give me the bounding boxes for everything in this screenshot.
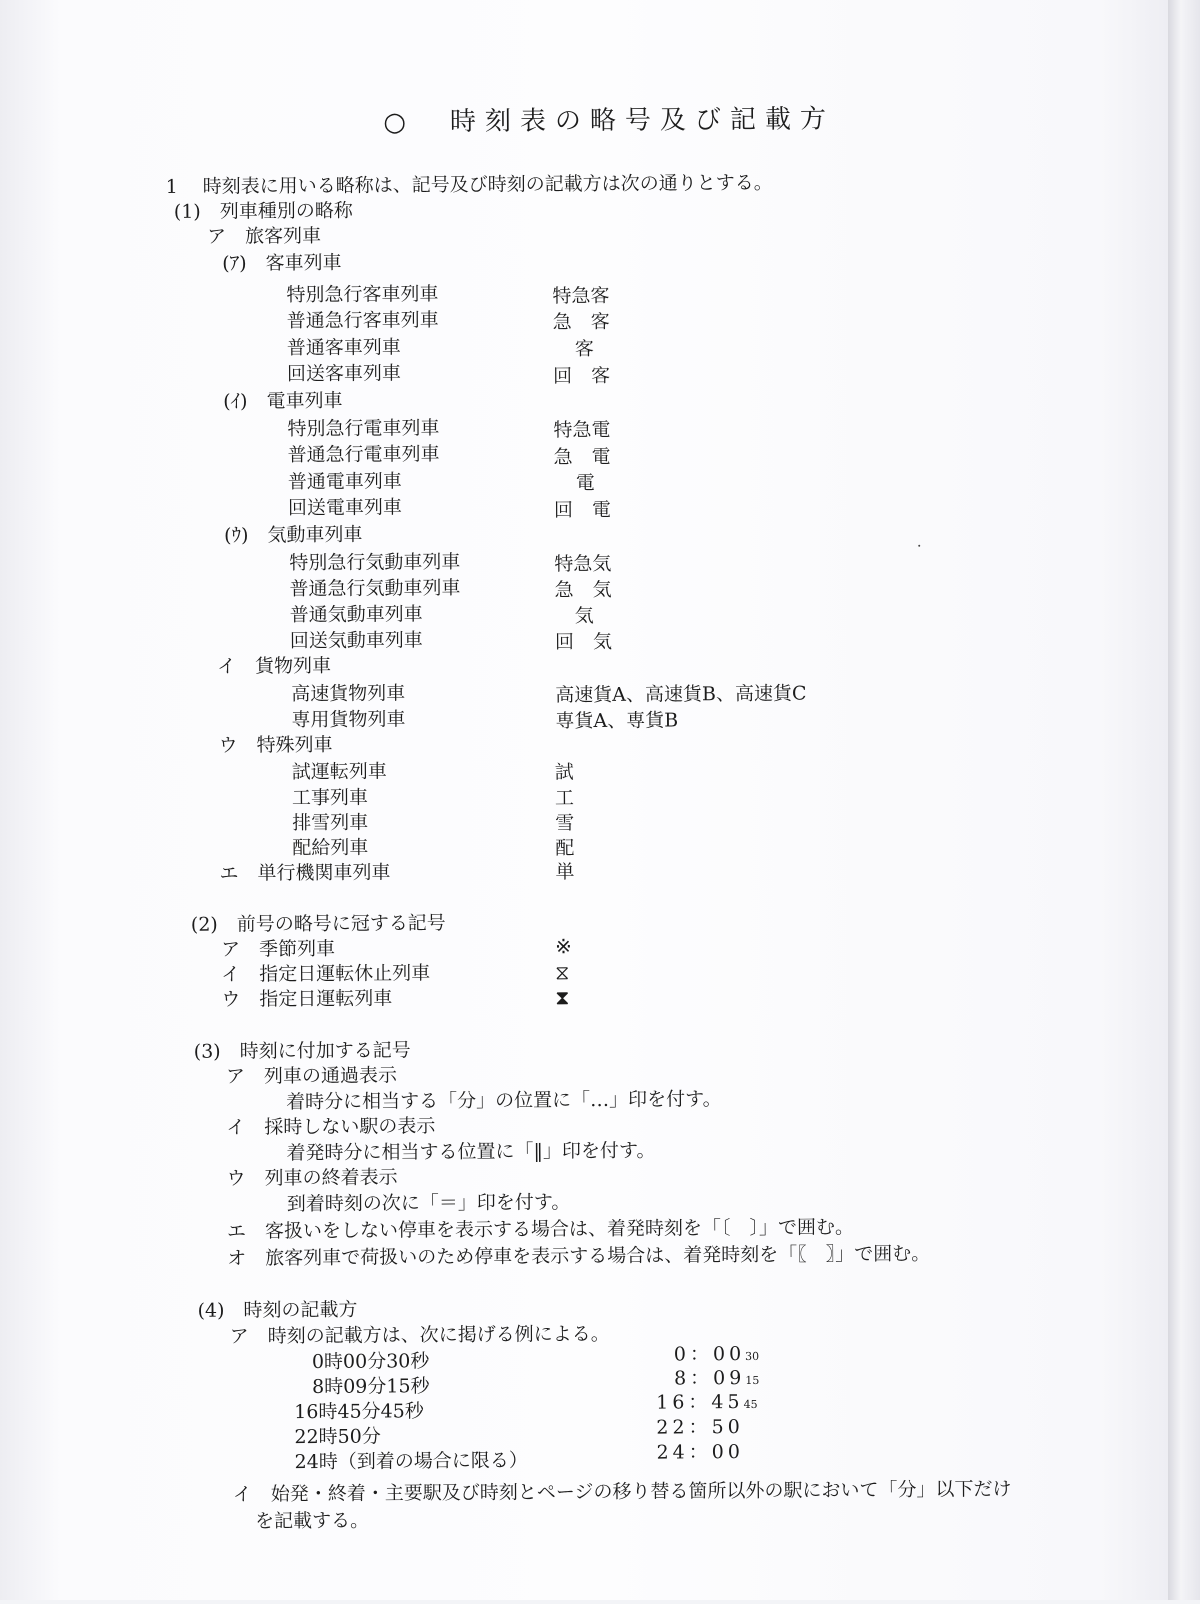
symbol-name: ア 季節列車 xyxy=(220,937,336,961)
train-type-name: 特別急行電車列車 xyxy=(287,417,440,441)
intro-number: 1 xyxy=(165,175,178,199)
section-3i-heading: イ 採時しない駅の表示 xyxy=(226,1115,436,1139)
train-type-name: 普通急行気動車列車 xyxy=(289,576,461,601)
train-type-name: 試運転列車 xyxy=(291,760,387,784)
time-example-format: 0：0030 xyxy=(673,1343,760,1366)
train-type-abbr: 客 xyxy=(574,338,594,361)
time-example-text: 16時45分45秒 xyxy=(294,1400,424,1424)
section-1-heading: (1) 列車種別の略称 xyxy=(173,199,353,223)
train-type-abbr: 特急客 xyxy=(552,284,610,308)
train-type-name: 回送電車列車 xyxy=(287,496,403,520)
section-3-heading: (3) 時刻に付加する記号 xyxy=(193,1039,411,1063)
section-1i-heading: イ 貨物列車 xyxy=(216,654,332,678)
train-type-abbr: 単 xyxy=(555,861,575,884)
section-4-heading: (4) 時刻の記載方 xyxy=(197,1298,358,1322)
train-type-abbr: 試 xyxy=(554,761,574,784)
symbol-name: ウ 指定日運転列車 xyxy=(221,987,393,1011)
train-type-abbr: 回 気 xyxy=(554,630,612,654)
section-3o-text: オ 旅客列車で荷扱いのため停車を表示する場合は、着発時刻を「〖 〗」で囲む。 xyxy=(227,1242,931,1270)
train-type-abbr: 工 xyxy=(554,787,575,810)
hourglass-filled-icon: ⧗ xyxy=(555,985,570,1010)
train-type-name: 特別急行客車列車 xyxy=(286,283,439,307)
train-type-abbr: 急 客 xyxy=(552,310,610,334)
train-type-name: 回送客車列車 xyxy=(286,362,402,386)
train-type-abbr: 回 客 xyxy=(552,364,611,388)
train-type-abbr: 急 気 xyxy=(554,578,612,602)
time-example-format: 22：50 xyxy=(656,1416,744,1439)
section-3u-text: 到着時刻の次に「＝」印を付す。 xyxy=(286,1191,571,1216)
train-type-name: 工事列車 xyxy=(291,786,369,810)
symbol-name: イ 指定日運転休止列車 xyxy=(221,962,431,986)
section-1u-heading: ウ 特殊列車 xyxy=(218,733,333,757)
section-3a-heading: ア 列車の通過表示 xyxy=(225,1064,398,1088)
seasonal-train-symbol: ※ xyxy=(554,934,572,959)
time-example-text: 24時（到着の場合に限る） xyxy=(294,1449,528,1474)
train-type-abbr: 専貨A、専貨B xyxy=(555,709,679,733)
train-type-abbr: 回 電 xyxy=(553,498,612,522)
train-type-name: 排雪列車 xyxy=(292,811,369,835)
train-type-abbr: 雪 xyxy=(555,812,575,835)
time-example-text: 22時50分 xyxy=(294,1425,381,1449)
section-1e-heading: エ 単行機関車列車 xyxy=(219,861,391,885)
train-type-abbr: 電 xyxy=(575,472,595,495)
train-type-abbr: 高速貨A、高速貨B、高速貨C xyxy=(555,682,807,707)
section-4i-text: イ 始発・終着・主要駅及び時刻とページの移り替る箇所以外の駅において「分」以下だけ xyxy=(232,1478,1012,1506)
section-3a-text: 着時分に相当する「分」の位置に「…」印を付す。 xyxy=(286,1088,722,1114)
time-example-text: 0時00分30秒 xyxy=(311,1350,430,1374)
train-type-name: 特別急行気動車列車 xyxy=(289,550,461,575)
train-type-abbr: 配 xyxy=(555,837,575,860)
train-type-name: 普通気動車列車 xyxy=(289,603,423,627)
group-heading: (ｳ) 気動車列車 xyxy=(224,523,363,547)
section-2-heading: (2) 前号の略号に冠する記号 xyxy=(190,912,446,936)
section-3i-text: 着発時分に相当する位置に「‖」印を付す。 xyxy=(286,1139,656,1165)
section-3u-heading: ウ 列車の終着表示 xyxy=(226,1166,398,1190)
train-type-abbr: 特急気 xyxy=(554,552,612,576)
train-type-name: 普通急行客車列車 xyxy=(286,309,439,333)
intro-text: 時刻表に用いる略称は、記号及び時刻の記載方は次の通りとする。 xyxy=(202,171,773,198)
train-type-abbr: 特急電 xyxy=(553,418,611,442)
hourglass-outline-icon: ⧖ xyxy=(555,960,570,985)
paper-speck xyxy=(918,545,920,547)
time-example-text: 8時09分15秒 xyxy=(312,1375,430,1399)
page-title: ○ 時刻表の略号及び記載方 xyxy=(383,104,836,138)
section-4a-heading: ア 時刻の記載方は、次に掲げる例による。 xyxy=(229,1322,610,1348)
train-type-name: 回送気動車列車 xyxy=(289,629,423,653)
train-type-name: 普通客車列車 xyxy=(286,336,401,360)
train-type-name: 普通急行電車列車 xyxy=(287,443,440,467)
train-type-name: 普通電車列車 xyxy=(287,470,402,494)
time-example-format: 24：00 xyxy=(656,1441,744,1464)
section-1a-heading: ア 旅客列車 xyxy=(206,224,322,248)
time-example-format: 16：4545 xyxy=(656,1391,758,1414)
train-type-name: 配給列車 xyxy=(292,836,369,860)
train-type-abbr: 急 電 xyxy=(553,445,611,469)
page-edge xyxy=(1168,0,1200,1600)
group-heading: (ｲ) 電車列車 xyxy=(223,389,343,413)
train-type-name: 高速貨物列車 xyxy=(291,682,406,706)
time-example-format: 8：0915 xyxy=(673,1367,760,1390)
group-heading: (ｱ) 客車列車 xyxy=(222,251,342,275)
train-type-abbr: 気 xyxy=(574,605,594,628)
section-4i-text-continued: を記載する。 xyxy=(254,1509,370,1533)
train-type-name: 専用貨物列車 xyxy=(291,708,406,732)
section-3e-text: エ 客扱いをしない停車を表示する場合は、着発時刻を「〔 〕」で囲む。 xyxy=(226,1216,855,1243)
